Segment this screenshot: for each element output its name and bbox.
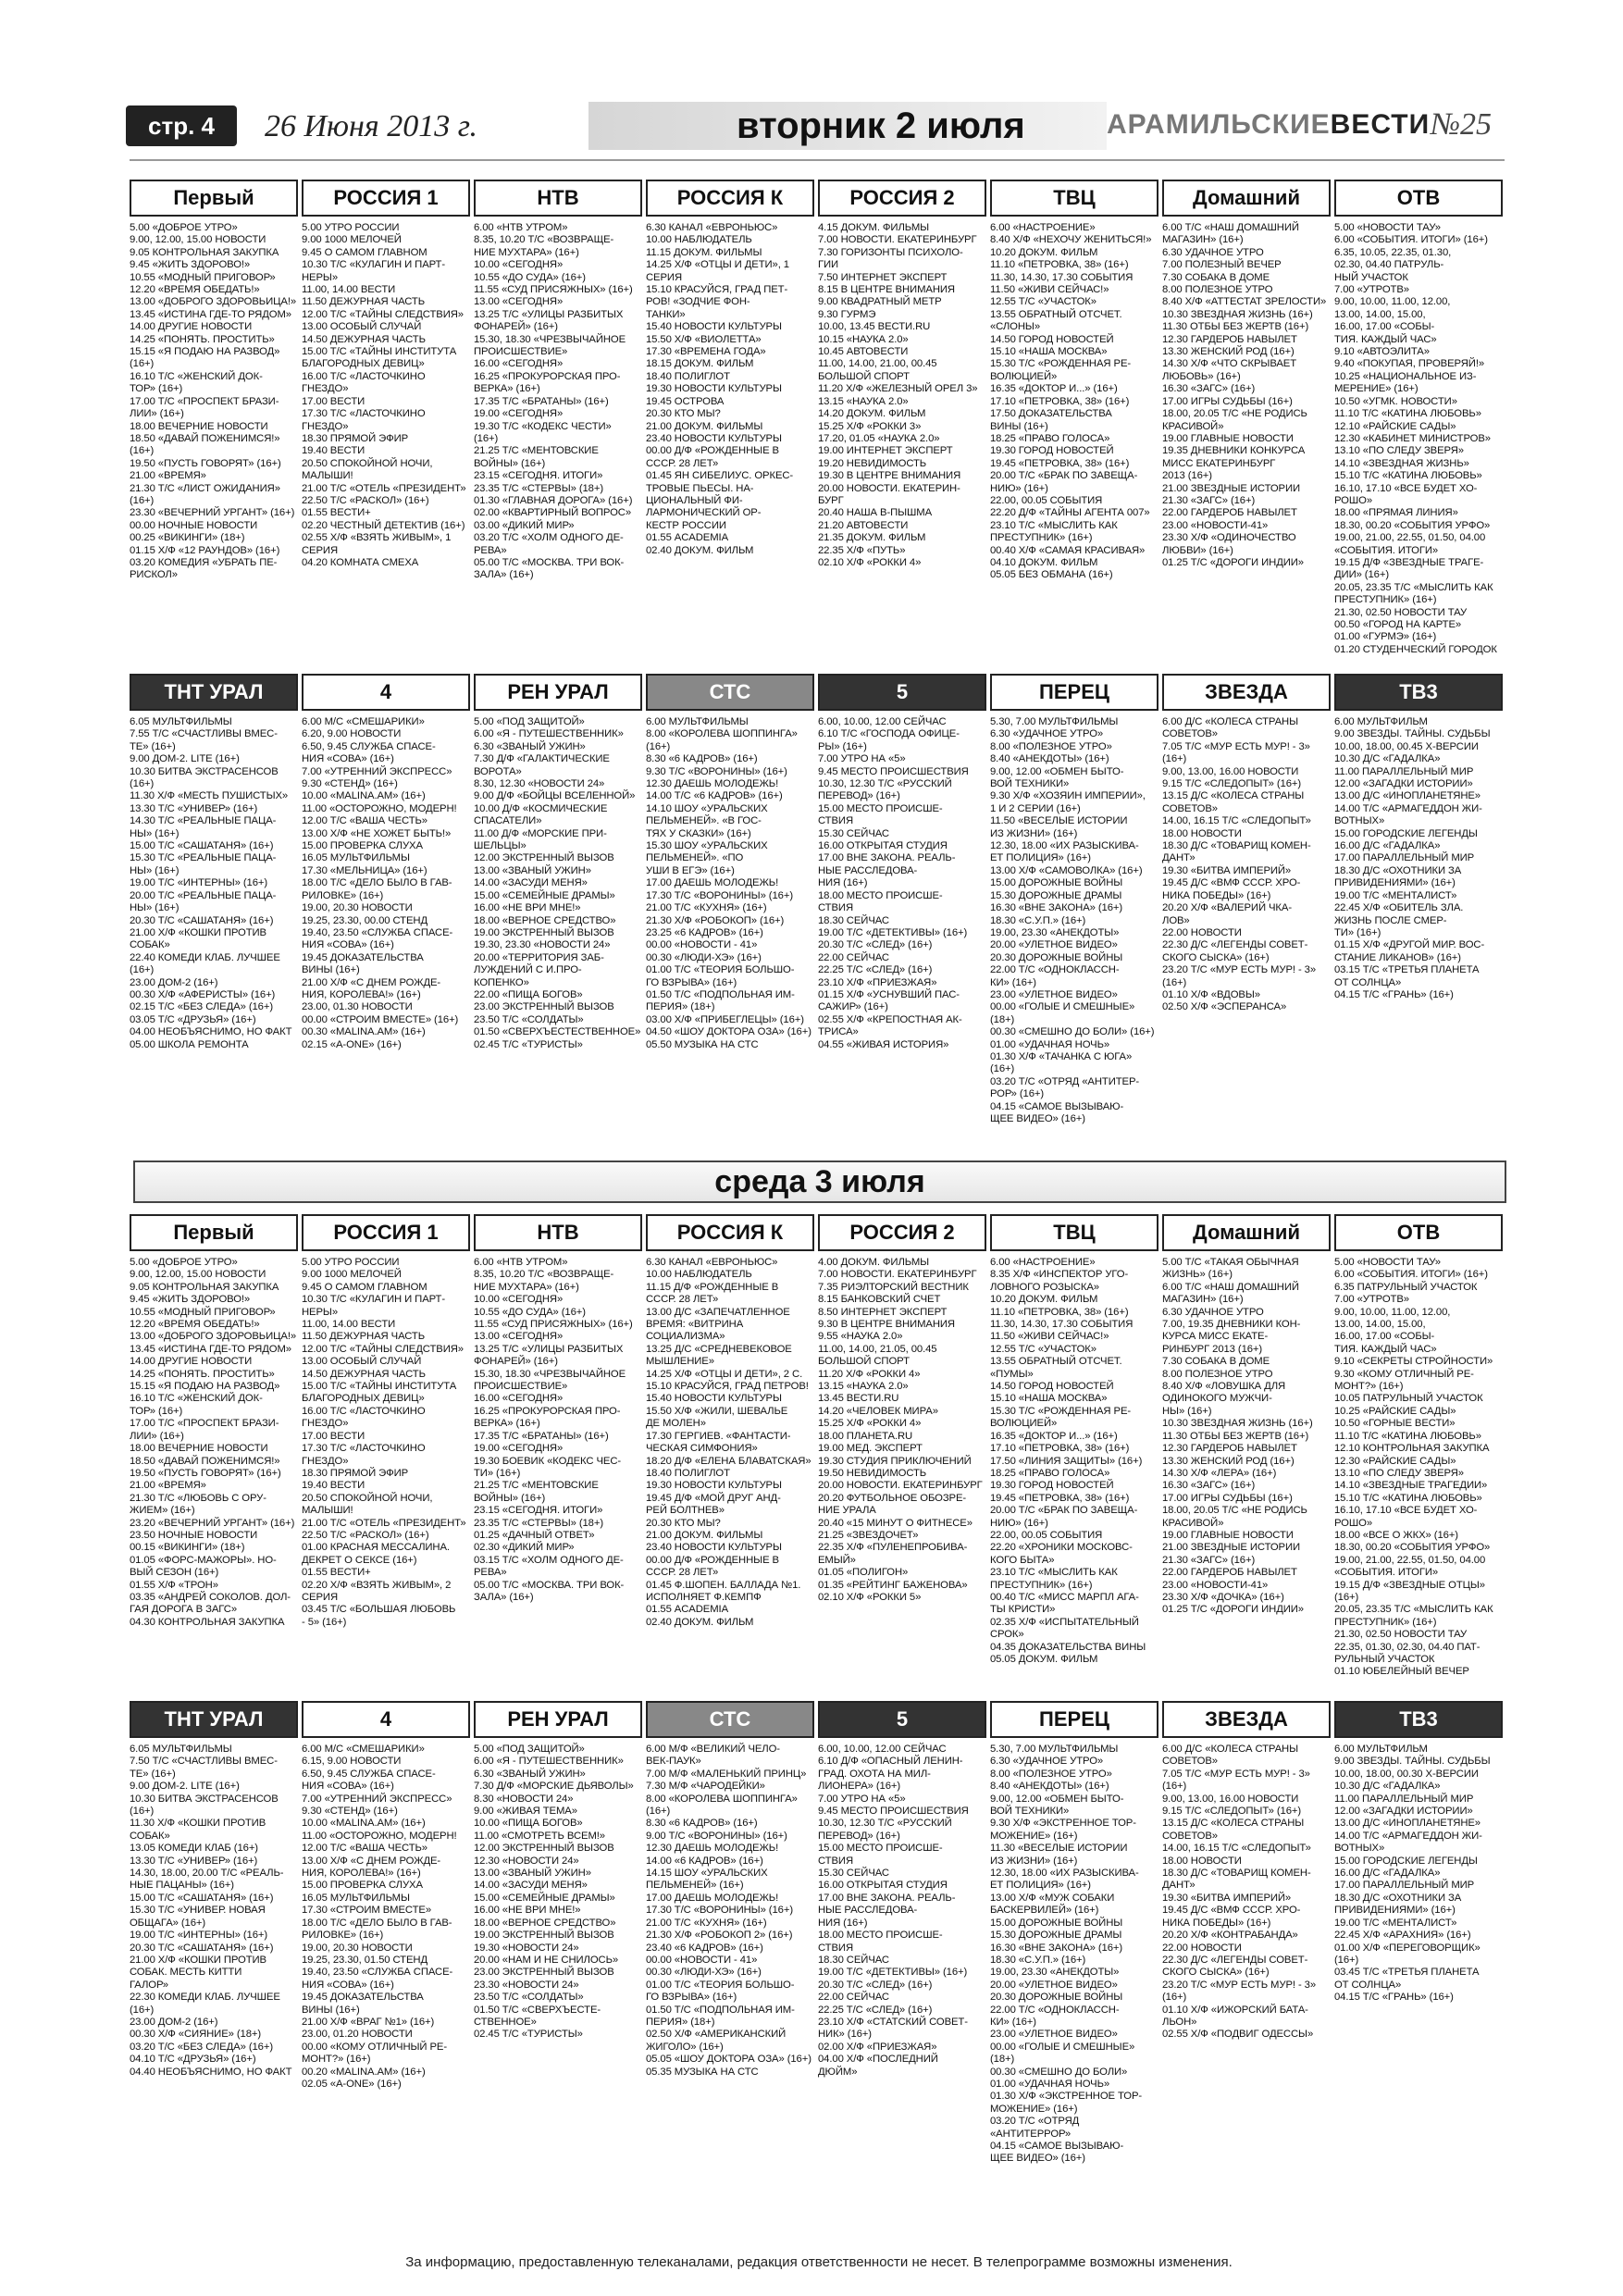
channel-logo: Первый: [130, 180, 298, 217]
channel-column: [646, 1701, 814, 2079]
channel-program-list: 5.00 «НОВОСТИ ТАУ» 6.00 «СОБЫТИЯ. ИТОГИ» (16+) 6.35 ПАТРУЛЬНЫЙ УЧАСТОК 7.00 «УТРОТВ» 9.00, 10.00, 11.00, 12.00, 13.00, 14.00, 15.00, 16.00, 17.00 «СОБЫ- ТИЯ. КАЖДЫЙ ЧАС» 9.10 «СЕКРЕТЫ СТРОЙНОСТИ» 9.30 «КОМУ ОТЛИЧНЫЙ РЕ- МОНТ?» (16+) 10.05 ПАТРУЛЬНЫЙ УЧАСТОК 10.25 «РАЙСКИЕ САДЫ» 10.50 «ГОРНЫЕ ВЕСТИ» 11.10 Т/С «КАТИНА ЛЮБОВЬ» 12.10 КОНТРОЛЬНАЯ ЗАКУПКА 12.30 «РАЙСКИЕ САДЫ» 13.10 «ПО СЛЕДУ ЗВЕРЯ» 14.10 «ЗВЕЗДНЫЕ ТРАГЕДИИ» 15.10 Т/С «КАТИНА ЛЮБОВЬ» 16.10, 17.10 «ВСЕ БУДЕТ ХО- РОШО» 18.00 «ВСЕ О ЖКХ» (16+) 18.30, 00.20 «СОБЫТИЯ УРФО» 19.00, 21.00, 22.55, 01.50, 04.00 «СОБЫТИЯ. ИТОГИ» 19.15 Д/Ф «ЗВЕЗДНЫЕ ОТЦЫ» (16+) 20.05, 23.35 Т/С «МЫСЛИТЬ КАК ПРЕСТУПНИК» (16+) 21.30, 02.50 НОВОСТИ ТАУ 22.35, 01.30, 02.30, 04.40 ПАТ- РУЛЬНЫЙ УЧАСТОК 01.10 ЮБЕЛЕЙНЫЙ ВЕЧЕР: [1334, 1257, 1493, 1678]
channel-logo: ТВЦ: [990, 1214, 1158, 1251]
channel-program-list: 5.00 УТРО РОССИИ 9.00 1000 МЕЛОЧЕЙ 9.45 О САМОМ ГЛАВНОМ 10.30 Т/С «КУЛАГИН И ПАРТ- НЕРЫ» 11.00, 14.00 ВЕСТИ 11.50 ДЕЖУРНАЯ ЧАСТЬ 12.00 Т/С «ТАЙНЫ СЛЕДСТВИЯ» 13.00 ОСОБЫЙ СЛУЧАЙ 14.50 ДЕЖУРНАЯ ЧАСТЬ 15.00 Т/С «ТАЙНЫ ИНСТИТУТА БЛАГОРОДНЫХ ДЕВИЦ» 16.00 Т/С «ЛАСТОЧКИНО ГНЕЗДО» 17.00 ВЕСТИ 17.30 Т/С «ЛАСТОЧКИНО ГНЕЗДО» 18.30 ПРЯМОЙ ЭФИР 19.40 ВЕСТИ 20.50 СПОКОЙНОЙ НОЧИ, МАЛЫШИ! 21.00 Т/С «ОТЕЛЬ «ПРЕЗИДЕНТ» 22.50 Т/С «РАСКОЛ» (16+) 01.55 ВЕСТИ+ 02.20 ЧЕСТНЫЙ ДЕТЕКТИВ (16+) 02.55 Х/Ф «ВЗЯТЬ ЖИВЫМ», 1 СЕРИЯ 04.20 КОМНАТА СМЕХА: [302, 222, 466, 568]
channel-logo: ТВЦ: [990, 180, 1158, 217]
channel-column: [474, 674, 642, 1051]
newspaper-brand: [1107, 109, 1430, 141]
channel-program-list: 6.00 Т/С «НАШ ДОМАШНИЙ МАГАЗИН» (16+) 6.30 УДАЧНОЕ УТРО 7.00 ПОЛЕЗНЫЙ ВЕЧЕР 7.30 СОБАКА В ДОМЕ 8.00 ПОЛЕЗНОЕ УТРО 8.40 Х/Ф «АТТЕСТАТ ЗРЕЛОСТИ» 10.30 ЗВЕЗДНАЯ ЖИЗНЬ (16+) 11.30 ОТБЫ БЕЗ ЖЕРТВ (16+) 12.30 ГАРДЕРОБ НАВЫЛЕТ 13.30 ЖЕНСКИЙ РОД (16+) 14.30 Х/Ф «ЧТО СКРЫВАЕТ ЛЮБОВЬ» (16+) 16.30 «ЗАГС» (16+) 17.00 ИГРЫ СУДЬБЫ (16+) 18.00, 20.05 Т/С «НЕ РОДИСЬ КРАСИВОЙ» 19.00 ГЛАВНЫЕ НОВОСТИ 19.35 ДНЕВНИКИ КОНКУРСА МИСС ЕКАТЕРИНБУРГ 2013 (16+) 21.00 ЗВЕЗДНЫЕ ИСТОРИИ 21.30 «ЗАГС» (16+) 22.00 ГАРДЕРОБ НАВЫЛЕТ 23.00 «НОВОСТИ-41» 23.30 Х/Ф «ОДИНОЧЕСТВО ЛЮБВИ» (16+) 01.25 Т/С «ДОРОГИ ИНДИИ»: [1162, 222, 1327, 568]
channel-column: [130, 1214, 298, 1629]
brand-bold: ВЕСТИ: [1330, 109, 1431, 140]
channel-column: [990, 1214, 1158, 1666]
channel-logo: РЕН УРАЛ: [474, 1701, 642, 1738]
channel-logo: НТВ: [474, 1214, 642, 1251]
channel-column: [1162, 1701, 1331, 2042]
issue-date: 26 Июня 2013 г.: [265, 109, 478, 143]
channel-logo: Домашний: [1162, 1214, 1331, 1251]
channel-logo: Домашний: [1162, 180, 1331, 217]
channel-logo: РОССИЯ К: [646, 1214, 814, 1251]
channel-program-list: 6.00 «НТВ УТРОМ» 8.35, 10.20 Т/С «ВОЗВРАЩЕ- НИЕ МУХТАРА» (16+) 10.00 «СЕГОДНЯ» 10.55 «ДО СУДА» (16+) 11.55 «СУД ПРИСЯЖНЫХ» (16+) 13.00 «СЕГОДНЯ» 13.25 Т/С «УЛИЦЫ РАЗБИТЫХ ФОНАРЕЙ» (16+) 15.30, 18.30 «ЧРЕЗВЫЧАЙНОЕ ПРОИСШЕСТВИЕ» 16.00 «СЕГОДНЯ» 16.25 «ПРОКУРОРСКАЯ ПРО- ВЕРКА» (16+) 17.35 Т/С «БРАТАНЫ» (16+) 19.00 «СЕГОДНЯ» 19.30 БОЕВИК «КОДЕКС ЧЕС- ТИ» (16+) 21.25 Т/С «МЕНТОВСКИЕ ВОЙНЫ» (16+) 23.15 «СЕГОДНЯ. ИТОГИ» 23.35 Т/С «СТЕРВЫ» (18+) 01.25 «ДАЧНЫЙ ОТВЕТ» 02.30 «ДИКИЙ МИР» 03.15 Т/С «ХОЛМ ОДНОГО ДЕ- РЕВА» 05.00 Т/С «МОСКВА. ТРИ ВОК- ЗАЛА» (16+): [474, 1257, 633, 1603]
channel-column: [1162, 674, 1331, 1014]
channel-column: [130, 1701, 298, 2079]
channel-logo: 4: [302, 674, 470, 711]
channel-program-list: 5.00 УТРО РОССИИ 9.00 1000 МЕЛОЧЕЙ 9.45 О САМОМ ГЛАВНОМ 10.30 Т/С «КУЛАГИН И ПАРТ- НЕРЫ» 11.00, 14.00 ВЕСТИ 11.50 ДЕЖУРНАЯ ЧАСТЬ 12.00 Т/С «ТАЙНЫ СЛЕДСТВИЯ» 13.00 ОСОБЫЙ СЛУЧАЙ 14.50 ДЕЖУРНАЯ ЧАСТЬ 15.00 Т/С «ТАЙНЫ ИНСТИТУТА БЛАГОРОДНЫХ ДЕВИЦ» 16.00 Т/С «ЛАСТОЧКИНО ГНЕЗДО» 17.00 ВЕСТИ 17.30 Т/С «ЛАСТОЧКИНО ГНЕЗДО» 18.30 ПРЯМОЙ ЭФИР 19.40 ВЕСТИ 20.50 СПОКОЙНОЙ НОЧИ, МАЛЫШИ! 21.00 Т/С «ОТЕЛЬ «ПРЕЗИДЕНТ» 22.50 Т/С «РАСКОЛ» (16+) 01.00 КРАСНАЯ МЕССАЛИНА. ДЕКРЕТ О СЕКСЕ (16+) 01.55 ВЕСТИ+ 02.20 Х/Ф «ВЗЯТЬ ЖИВЫМ», 2 СЕРИЯ 03.45 Т/С «БОЛЬШАЯ ЛЮБОВЬ - 5» (16+): [302, 1257, 466, 1628]
channel-program-list: 6.00 Д/С «КОЛЕСА СТРАНЫ СОВЕТОВ» 7.05 Т/С «МУР ЕСТЬ МУР! - 3» (16+) 9.00, 13.00, 16.00 НОВОСТИ 9.15 Т/С «СЛЕДОПЫТ» (16+) 13.15 Д/С «КОЛЕСА СТРАНЫ СОВЕТОВ» 14.00, 16.15 Т/С «СЛЕДОПЫТ» 18.00 НОВОСТИ 18.30 Д/С «ТОВАРИЩ КОМЕН- ДАНТ» 19.30 «БИТВА ИМПЕРИЙ» 19.45 Д/С «ВМФ СССР. ХРО- НИКА ПОБЕДЫ» (16+) 20.20 Х/Ф «КОНТРАБАНДА» 22.00 НОВОСТИ 22.30 Д/С «ЛЕГЕНДЫ СОВЕТ- СКОГО СЫСКА» (16+) 23.20 Т/С «МУР ЕСТЬ МУР! - 3» (16+) 01.10 Х/Ф «ИЖОРСКИЙ БАТА- ЛЬОН» 02.55 Х/Ф «ПОДВИГ ОДЕССЫ»: [1162, 1744, 1317, 2041]
channel-column: [818, 1214, 986, 1604]
channel-program-list: 6.00 МУЛЬТФИЛЬМЫ 8.00 «КОРОЛЕВА ШОППИНГА» (16+) 8.30 «6 КАДРОВ» (16+) 9.30 Т/С «ВОРОНИНЫ» (16+) 12.30 ДАЕШЬ МОЛОДЕЖЬ! 14.00 Т/С «6 КАДРОВ» (16+) 14.10 ШОУ «УРАЛЬСКИХ ПЕЛЬМЕНЕЙ». «В ГОС- ТЯХ У СКАЗКИ» (16+) 15.30 ШОУ «УРАЛЬСКИХ ПЕЛЬМЕНЕЙ». «ПО УШИ В ЕГЭ» (16+) 17.00 ДАЕШЬ МОЛОДЕЖЬ! 17.30 Т/С «ВОРОНИНЫ» (16+) 21.00 Т/С «КУХНЯ» (16+) 21.30 Х/Ф «РОБОКОП» (16+) 23.25 «6 КАДРОВ» (16+) 00.00 «НОВОСТИ - 41» 00.30 «ЛЮДИ-ХЭ» (16+) 01.00 Т/С «ТЕОРИЯ БОЛЬШО- ГО ВЗРЫВА» (16+) 01.50 Т/С «ПОДПОЛЬНАЯ ИМ- ПЕРИЯ» (18+) 03.00 Х/Ф «ПРИБЕГЛЕЦЫ» (16+) 04.50 «ШОУ ДОКТОРА ОЗА» (16+) 05.50 МУЗЫКА НА СТС: [646, 716, 812, 1050]
channel-logo: ЗВЕЗДА: [1162, 674, 1331, 711]
channel-column: [818, 180, 986, 569]
channel-program-list: 6.00 МУЛЬТФИЛЬМ 9.00 ЗВЕЗДЫ. ТАЙНЫ. СУДЬБЫ 10.00, 18.00, 00.30 Х-ВЕРСИИ 10.30 Д/С «ГАДАЛКА» 11.00 ПАРАЛЛЕЛЬНЫЙ МИР 12.00 «ЗАГАДКИ ИСТОРИИ» 13.00 Д/С «ИНОПЛАНЕТЯНЕ» 14.00 Т/С «АРМАГЕДДОН ЖИ- ВОТНЫХ» 15.00 ГОРОДСКИЕ ЛЕГЕНДЫ 16.00 Д/С «ГАДАЛКА» 17.00 ПАРАЛЛЕЛЬНЫЙ МИР 18.30 Д/С «ОХОТНИКИ ЗА ПРИВИДЕНИЯМИ» (16+) 19.00 Т/С «МЕНТАЛИСТ» 22.45 Х/Ф «АРАХНИЯ» (16+) 01.00 Х/Ф «ПЕРЕГОВОРЩИК» (16+) 03.45 Т/С «ТРЕТЬЯ ПЛАНЕТА ОТ СОЛНЦА» 04.15 Т/С «ГРАНЬ» (16+): [1334, 1744, 1491, 2004]
channel-logo: ТВ3: [1334, 674, 1503, 711]
channel-column: [646, 1214, 814, 1629]
channel-column: [130, 180, 298, 582]
channel-logo: РОССИЯ 1: [302, 180, 470, 217]
page-header: [126, 100, 1505, 154]
channel-column: [990, 674, 1158, 1125]
channel-logo: 4: [302, 1701, 470, 1738]
channel-logo: ПЕРЕЦ: [990, 674, 1158, 711]
channel-program-list: 6.00 «НТВ УТРОМ» 8.35, 10.20 Т/С «ВОЗВРАЩЕ- НИЕ МУХТАРА» (16+) 10.00 «СЕГОДНЯ» 10.55 «ДО СУДА» (16+) 11.55 «СУД ПРИСЯЖНЫХ» (16+) 13.00 «СЕГОДНЯ» 13.25 Т/С «УЛИЦЫ РАЗБИТЫХ ФОНАРЕЙ» (16+) 15.30, 18.30 «ЧРЕЗВЫЧАЙНОЕ ПРОИСШЕСТВИЕ» 16.00 «СЕГОДНЯ» 16.25 «ПРОКУРОРСКАЯ ПРО- ВЕРКА» (16+) 17.35 Т/С «БРАТАНЫ» (16+) 19.00 «СЕГОДНЯ» 19.30 Т/С «КОДЕКС ЧЕСТИ» (16+) 21.25 Т/С «МЕНТОВСКИЕ ВОЙНЫ» (16+) 23.15 «СЕГОДНЯ. ИТОГИ» 23.35 Т/С «СТЕРВЫ» (18+) 01.30 «ГЛАВНАЯ ДОРОГА» (16+) 02.00 «КВАРТИРНЫЙ ВОПРОС» 03.00 «ДИКИЙ МИР» 03.20 Т/С «ХОЛМ ОДНОГО ДЕ- РЕВА» 05.00 Т/С «МОСКВА. ТРИ ВОК- ЗАЛА» (16+): [474, 222, 633, 581]
channel-program-list: 5.30, 7.00 МУЛЬТФИЛЬМЫ 6.30 «УДАЧНОЕ УТРО» 8.00 «ПОЛЕЗНОЕ УТРО» 8.40 «АНЕКДОТЫ» (16+) 9.00, 12.00 «ОБМЕН БЫТО- ВОЙ ТЕХНИКИ» 9.30 Х/Ф «ЭКСТРЕННОЕ ТОР- МОЖЕНИЕ» (16+) 11.30 «ВЕСЕЛЫЕ ИСТОРИИ ИЗ ЖИЗНИ» (16+) 12.30, 18.00 «ИХ РАЗЫСКИВА- ЕТ ПОЛИЦИЯ» (16+) 13.00 Х/Ф «МУЖ СОБАКИ БАСКЕРВИЛЕЙ» (16+) 15.00 ДОРОЖНЫЕ ВОЙНЫ 15.30 ДОРОЖНЫЕ ДРАМЫ 16.30 «ВНЕ ЗАКОНА» (16+) 18.30 «С.У.П.» (16+) 19.00, 23.30 «АНЕКДОТЫ» 20.00 «УЛЕТНОЕ ВИДЕО» 20.30 ДОРОЖНЫЕ ВОЙНЫ 22.00 Т/С «ОДНОКЛАССН- КИ» (16+) 23.00 «УЛЕТНОЕ ВИДЕО» 00.00 «ГОЛЫЕ И СМЕШНЫЕ» (18+) 00.30 «СМЕШНО ДО БОЛИ» 01.00 «УДАЧНАЯ НОЧЬ» 01.30 Х/Ф «ЭКСТРЕННОЕ ТОР- МОЖЕНИЕ» (16+) 03.20 Т/С «ОТРЯД «АНТИТЕРРОР» 04.15 «САМОЕ ВЫЗЫВАЮ- ЩЕЕ ВИДЕО» (16+): [990, 1744, 1143, 2165]
channel-column: [302, 180, 470, 569]
channel-program-list: 4.15 ДОКУМ. ФИЛЬМЫ 7.00 НОВОСТИ. ЕКАТЕРИНБУРГ 7.30 ГОРИЗОНТЫ ПСИХОЛО- ГИИ 7.50 ИНТЕРНЕТ ЭКСПЕРТ 8.15 В ЦЕНТРЕ ВНИМАНИЯ 9.00 КВАДРАТНЫЙ МЕТР 9.30 ГУРМЭ 10.00, 13.45 ВЕСТИ.RU 10.15 «НАУКА 2.0» 10.45 АВТОВЕСТИ 11.00, 14.00, 21.00, 00.45 БОЛЬШОЙ СПОРТ 11.20 Х/Ф «ЖЕЛЕЗНЫЙ ОРЕЛ 3» 13.15 «НАУКА 2.0» 14.20 ДОКУМ. ФИЛЬМ 15.25 Х/Ф «РОККИ 3» 17.20, 01.05 «НАУКА 2.0» 19.00 ИНТЕРНЕТ ЭКСПЕРТ 19.20 НЕВИДИМОСТЬ 19.30 В ЦЕНТРЕ ВНИМАНИЯ 20.00 НОВОСТИ. ЕКАТЕРИН- БУРГ 20.40 НАША В-ПЫШМА 21.20 АВТОВЕСТИ 21.35 ДОКУМ. ФИЛЬМ 22.35 Х/Ф «ПУТЬ» 02.10 Х/Ф «РОККИ 4»: [818, 222, 978, 568]
channel-program-list: 6.00 «НАСТРОЕНИЕ» 8.35 Х/Ф «ИНСПЕКТОР УГО- ЛОВНОГО РОЗЫСКА» 10.20 ДОКУМ. ФИЛЬМ 11.10 «ПЕТРОВКА, 38» (16+) 11.30, 14.30, 17.30 СОБЫТИЯ 11.50 «ЖИВИ СЕЙЧАС!» 12.55 Т/С «УЧАСТОК» 13.55 ОБРАТНЫЙ ОТСЧЕТ. «ПУМЫ» 14.50 ГОРОД НОВОСТЕЙ 15.10 «НАША МОСКВА» 15.30 Т/С «РОЖДЕННАЯ РЕ- ВОЛЮЦИЕЙ» 16.35 «ДОКТОР И...» (16+) 17.10 «ПЕТРОВКА, 38» (16+) 17.50 «ЛИНИЯ ЗАЩИТЫ» (16+) 18.25 «ПРАВО ГОЛОСА» 19.30 ГОРОД НОВОСТЕЙ 19.45 «ПЕТРОВКА, 38» (16+) 20.00 Т/С «БРАК ПО ЗАВЕЩА- НИЮ» (16+) 22.00, 00.05 СОБЫТИЯ 22.20 «ХРОНИКИ МОСКОВС- КОГО БЫТА» 23.10 Т/С «МЫСЛИТЬ КАК ПРЕСТУПНИК» (16+) 00.40 Т/С «МИСС МАРПЛ АГА- ТЫ КРИСТИ» 02.35 Х/Ф «ИСПЫТАТЕЛЬНЫЙ СРОК» 04.35 ДОКАЗАТЕЛЬСТВА ВИНЫ 05.05 ДОКУМ. ФИЛЬМ: [990, 1257, 1146, 1665]
channel-logo: ОТВ: [1334, 1214, 1503, 1251]
channel-logo: ЗВЕЗДА: [1162, 1701, 1331, 1738]
channel-logo: РОССИЯ К: [646, 180, 814, 217]
channel-program-list: 6.30 КАНАЛ «ЕВРОНЬЮС» 10.00 НАБЛЮДАТЕЛЬ 11.15 ДОКУМ. ФИЛЬМЫ 14.25 Х/Ф «ОТЦЫ И ДЕТИ», 1 СЕРИЯ 15.10 КРАСУЙСЯ, ГРАД ПЕТ- РОВ! «ЗОДЧИЕ ФОН- ТАНКИ» 15.40 НОВОСТИ КУЛЬТУРЫ 15.50 Х/Ф «ВИОЛЕТТА» 17.30 «ВРЕМЕНА ГОДА» 18.15 ДОКУМ. ФИЛЬМ 18.40 ПОЛИГЛОТ 19.30 НОВОСТИ КУЛЬТУРЫ 19.45 ОСТРОВА 20.30 КТО МЫ? 21.00 ДОКУМ. ФИЛЬМЫ 23.40 НОВОСТИ КУЛЬТУРЫ 00.00 Д/Ф «РОЖДЕННЫЕ В СССР. 28 ЛЕТ» 01.45 ЯН СИБЕЛИУС. ОРКЕС- ТРОВЫЕ ПЬЕСЫ. НА- ЦИОНАЛЬНЫЙ ФИ- ЛАРМОНИЧЕСКИЙ ОР- КЕСТР РОССИИ 01.55 ACADEMIA 02.40 ДОКУМ. ФИЛЬМ: [646, 222, 794, 556]
channel-program-list: 6.00, 10.00, 12.00 СЕЙЧАС 6.10 Д/Ф «ОПАСНЫЙ ЛЕНИН- ГРАД. ОХОТА НА МИЛ- ЛИОНЕРА» (16+) 7.00 УТРО НА «5» 9.45 МЕСТО ПРОИСШЕСТВИЯ 10.30, 12.30 Т/С «РУССКИЙ ПЕРЕВОД» (16+) 15.00 МЕСТО ПРОИСШЕ- СТВИЯ 15.30 СЕЙЧАС 16.00 ОТКРЫТАЯ СТУДИЯ 17.00 ВНЕ ЗАКОНА. РЕАЛЬ- НЫЕ РАССЛЕДОВА- НИЯ (16+) 18.00 МЕСТО ПРОИСШЕ- СТВИЯ 18.30 СЕЙЧАС 19.00 Т/С «ДЕТЕКТИВЫ» (16+) 20.30 Т/С «СЛЕД» (16+) 22.00 СЕЙЧАС 22.25 Т/С «СЛЕД» (16+) 23.10 Х/Ф «СТАТСКИЙ СОВЕТ- НИК» (16+) 02.00 Х/Ф «ПРИЕЗЖАЯ» 04.00 Х/Ф «ПОСЛЕДНИЙ ДЮЙМ»: [818, 1744, 969, 2078]
channel-program-list: 6.00 МУЛЬТФИЛЬМ 9.00 ЗВЕЗДЫ. ТАЙНЫ. СУДЬБЫ 10.00, 18.00, 00.45 Х-ВЕРСИИ 10.30 Д/С «ГАДАЛКА» 11.00 ПАРАЛЛЕЛЬНЫЙ МИР 12.00 «ЗАГАДКИ ИСТОРИИ» 13.00 Д/С «ИНОПЛАНЕТЯНЕ» 14.00 Т/С «АРМАГЕДДОН ЖИ- ВОТНЫХ» 15.00 ГОРОДСКИЕ ЛЕГЕНДЫ 16.00 Д/С «ГАДАЛКА» 17.00 ПАРАЛЛЕЛЬНЫЙ МИР 18.30 Д/С «ОХОТНИКИ ЗА ПРИВИДЕНИЯМИ» (16+) 19.00 Т/С «МЕНТАЛИСТ» 22.45 Х/Ф «ОБИТЕЛЬ ЗЛА. ЖИЗНЬ ПОСЛЕ СМЕР- ТИ» (16+) 01.15 Х/Ф «ДРУГОЙ МИР. ВОС- СТАНИЕ ЛИКАНОВ» (16+) 03.15 Т/С «ТРЕТЬЯ ПЛАНЕТА ОТ СОЛНЦА» 04.15 Т/С «ГРАНЬ» (16+): [1334, 716, 1491, 1000]
channel-column: [818, 1701, 986, 2079]
channel-logo: 5: [818, 674, 986, 711]
page-number: стр. 4: [126, 105, 237, 146]
channel-program-list: 6.00, 10.00, 12.00 СЕЙЧАС 6.10 Т/С «ГОСПОДА ОФИЦЕ- РЫ» (16+) 7.00 УТРО НА «5» 9.45 МЕСТО ПРОИСШЕСТВИЯ 10.30, 12.30 Т/С «РУССКИЙ ПЕРЕВОД» (16+) 15.00 МЕСТО ПРОИСШЕ- СТВИЯ 15.30 СЕЙЧАС 16.00 ОТКРЫТАЯ СТУДИЯ 17.00 ВНЕ ЗАКОНА. РЕАЛЬ- НЫЕ РАССЛЕДОВА- НИЯ (16+) 18.00 МЕСТО ПРОИСШЕ- СТВИЯ 18.30 СЕЙЧАС 19.00 Т/С «ДЕТЕКТИВЫ» (16+) 20.30 Т/С «СЛЕД» (16+) 22.00 СЕЙЧАС 22.25 Т/С «СЛЕД» (16+) 23.10 Х/Ф «ПРИЕЗЖАЯ» 01.15 Х/Ф «УСНУВШИЙ ПАС- САЖИР» (16+) 02.55 Х/Ф «КРЕПОСТНАЯ АК- ТРИСА» 04.55 «ЖИВАЯ ИСТОРИЯ»: [818, 716, 969, 1050]
channel-program-list: 5.00 «ДОБРОЕ УТРО» 9.00, 12.00, 15.00 НОВОСТИ 9.05 КОНТРОЛЬНАЯ ЗАКУПКА 9.45 «ЖИТЬ ЗДОРОВО!» 10.55 «МОДНЫЙ ПРИГОВОР» 12.20 «ВРЕМЯ ОБЕДАТЬ!» 13.00 «ДОБРОГО ЗДОРОВЬИЦА!» 13.45 «ИСТИНА ГДЕ-ТО РЯДОМ» 14.00 ДРУГИЕ НОВОСТИ 14.25 «ПОНЯТЬ. ПРОСТИТЬ» 15.15 «Я ПОДАЮ НА РАЗВОД» 16.10 Т/С «ЖЕНСКИЙ ДОК- ТОР» (16+) 17.00 Т/С «ПРОСПЕКТ БРАЗИ- ЛИИ» (16+) 18.00 ВЕЧЕРНИЕ НОВОСТИ 18.50 «ДАВАЙ ПОЖЕНИМСЯ!» 19.50 «ПУСТЬ ГОВОРЯТ» (16+) 21.00 «ВРЕМЯ» 21.30 Т/С «ЛЮБОВЬ С ОРУ- ЖИЕМ» (16+) 23.20 «ВЕЧЕРНИЙ УРГАНТ» (16+) 23.50 НОЧНЫЕ НОВОСТИ 00.15 «ВИКИНГИ» (18+) 01.05 «ФОРС-МАЖОРЫ». НО- ВЫЙ СЕЗОН (16+) 01.55 Х/Ф «ТРОН» 03.35 «АНДРЕЙ СОКОЛОВ. ДОЛ- ГАЯ ДОРОГА В ЗАГС» 04.30 КОНТРОЛЬНАЯ ЗАКУПКА: [130, 1257, 297, 1628]
channel-logo: СТС: [646, 674, 814, 711]
channel-column: [1162, 1214, 1331, 1617]
channel-program-list: 5.30, 7.00 МУЛЬТФИЛЬМЫ 6.30 «УДАЧНОЕ УТРО» 8.00 «ПОЛЕЗНОЕ УТРО» 8.40 «АНЕКДОТЫ» (16+) 9.00, 12.00 «ОБМЕН БЫТО- ВОЙ ТЕХНИКИ» 9.30 Х/Ф «ХОЗЯИН ИМПЕРИИ», 1 И 2 СЕРИИ (16+) 11.50 «ВЕСЕЛЫЕ ИСТОРИИ ИЗ ЖИЗНИ» (16+) 12.30, 18.00 «ИХ РАЗЫСКИВА- ЕТ ПОЛИЦИЯ» (16+) 13.00 Х/Ф «САМОВОЛКА» (16+) 15.00 ДОРОЖНЫЕ ВОЙНЫ 15.30 ДОРОЖНЫЕ ДРАМЫ 16.30 «ВНЕ ЗАКОНА» (16+) 18.30 «С.У.П.» (16+) 19.00, 23.30 «АНЕКДОТЫ» 20.00 «УЛЕТНОЕ ВИДЕО» 20.30 ДОРОЖНЫЕ ВОЙНЫ 22.00 Т/С «ОДНОКЛАССН- КИ» (16+) 23.00 «УЛЕТНОЕ ВИДЕО» 00.00 «ГОЛЫЕ И СМЕШНЫЕ» (18+) 00.30 «СМЕШНО ДО БОЛИ» (16+) 01.00 «УДАЧНАЯ НОЧЬ» 01.30 Х/Ф «ТАЧАНКА С ЮГА» (16+) 03.20 Т/С «ОТРЯД «АНТИТЕР- РОР» (16+) 04.15 «САМОЕ ВЫЗЫВАЮ- ЩЕЕ ВИДЕО» (16+): [990, 716, 1155, 1124]
channel-column: [990, 1701, 1158, 2166]
channel-logo: СТС: [646, 1701, 814, 1738]
header-rule: [130, 159, 1505, 161]
channel-column: [130, 674, 298, 1051]
channel-logo: 5: [818, 1701, 986, 1738]
channel-program-list: 6.00 «НАСТРОЕНИЕ» 8.40 Х/Ф «НЕХОЧУ ЖЕНИТЬСЯ!» 10.20 ДОКУМ. ФИЛЬМ 11.10 «ПЕТРОВКА, 38» (16+) 11.30, 14.30, 17.30 СОБЫТИЯ 11.50 «ЖИВИ СЕЙЧАС!» 12.55 Т/С «УЧАСТОК» 13.55 ОБРАТНЫЙ ОТСЧЕТ. «СЛОНЫ» 14.50 ГОРОД НОВОСТЕЙ 15.10 «НАША МОСКВА» 15.30 Т/С «РОЖДЕННАЯ РЕ- ВОЛЮЦИЕЙ» 16.35 «ДОКТОР И...» (16+) 17.10 «ПЕТРОВКА, 38» (16+) 17.50 ДОКАЗАТЕЛЬСТВА ВИНЫ (16+) 18.25 «ПРАВО ГОЛОСА» 19.30 ГОРОД НОВОСТЕЙ 19.45 «ПЕТРОВКА, 38» (16+) 20.00 Т/С «БРАК ПО ЗАВЕЩА- НИЮ» (16+) 22.00, 00.05 СОБЫТИЯ 22.20 Д/Ф «ТАЙНЫ АГЕНТА 007» 23.10 Т/С «МЫСЛИТЬ КАК ПРЕСТУПНИК» (16+) 00.40 Х/Ф «САМАЯ КРАСИВАЯ» 04.10 ДОКУМ. ФИЛЬМ 05.05 БЕЗ ОБМАНА (16+): [990, 222, 1152, 581]
channel-logo: ПЕРЕЦ: [990, 1701, 1158, 1738]
channel-column: [818, 674, 986, 1051]
channel-program-list: 4.00 ДОКУМ. ФИЛЬМЫ 7.00 НОВОСТИ. ЕКАТЕРИНБУРГ 7.35 РИЭЛТОРСКИЙ ВЕСТНИК 8.15 БАНКОВСКИЙ СЧЕТ 8.50 ИНТЕРНЕТ ЭКСПЕРТ 9.30 В ЦЕНТРЕ ВНИМАНИЯ 9.55 «НАУКА 2.0» 11.00, 14.00, 21.05, 00.45 БОЛЬШОЙ СПОРТ 11.20 Х/Ф «РОККИ 4» 13.15 «НАУКА 2.0» 13.45 ВЕСТИ.RU 14.20 «ЧЕЛОВЕК МИРА» 15.25 Х/Ф «РОККИ 4» 18.00 ПЛАНЕТА.RU 19.00 МЕД. ЭКСПЕРТ 19.30 СТУДИЯ ПРИКЛЮЧЕНИЙ 19.50 НЕВИДИМОСТЬ 20.00 НОВОСТИ. ЕКАТЕРИНБУРГ 20.20 ФУТБОЛЬНОЕ ОБОЗРЕ- НИЕ УРАЛА 20.40 «15 МИНУТ О ФИТНЕСЕ» 21.25 «ЗВЕЗДОЧЕТ» 22.35 Х/Ф «ПУЛЕНЕПРОБИВА- ЕМЫЙ» 01.05 «ПОЛИГОН» 01.35 «РЕЙТИНГ БАЖЕНОВА» 02.10 Х/Ф «РОККИ 5»: [818, 1257, 983, 1603]
channel-program-list: 5.00 Т/С «ТАКАЯ ОБЫЧНАЯ ЖИЗНЬ» (16+) 6.00 Т/С «НАШ ДОМАШНИЙ МАГАЗИН» (16+) 6.30 УДАЧНОЕ УТРО 7.00, 19.35 ДНЕВНИКИ КОН- КУРСА МИСС ЕКАТЕ- РИНБУРГ 2013 (16+) 7.30 СОБАКА В ДОМЕ 8.00 ПОЛЕЗНОЕ УТРО 8.40 Х/Ф «ЛОВУШКА ДЛЯ ОДИНОКОГО МУЖЧИ- НЫ» (16+) 10.30 ЗВЕЗДНАЯ ЖИЗНЬ (16+) 11.30 ОТБЫ БЕЗ ЖЕРТВ (16+) 12.30 ГАРДЕРОБ НАВЫЛЕТ 13.30 ЖЕНСКИЙ РОД (16+) 14.30 Х/Ф «ЛЕРА» (16+) 16.30 «ЗАГС» (16+) 17.00 ИГРЫ СУДЬБЫ (16+) 18.00, 20.05 Т/С «НЕ РОДИСЬ КРАСИВОЙ» 19.00 ГЛАВНЫЕ НОВОСТИ 21.00 ЗВЕЗДНЫЕ ИСТОРИИ 21.30 «ЗАГС» (16+) 22.00 ГАРДЕРОБ НАВЫЛЕТ 23.00 «НОВОСТИ-41» 23.30 Х/Ф «ДОЧКА» (16+) 01.25 Т/С «ДОРОГИ ИНДИИ»: [1162, 1257, 1313, 1616]
channel-program-list: 5.00 «НОВОСТИ ТАУ» 6.00 «СОБЫТИЯ. ИТОГИ» (16+) 6.35, 10.05, 22.35, 01.30, 02.30, 04.40 ПАТРУЛЬ- НЫЙ УЧАСТОК 7.00 «УТРОТВ» 9.00, 10.00, 11.00, 12.00, 13.00, 14.00, 15.00, 16.00, 17.00 «СОБЫ- ТИЯ. КАЖДЫЙ ЧАС» 9.10 «АВТОЭЛИТА» 9.40 «ПОКУПАЯ, ПРОВЕРЯЙ!» 10.25 «НАЦИОНАЛЬНОЕ ИЗ- МЕРЕНИЕ» (16+) 10.50 «УГМК. НОВОСТИ» 11.10 Т/С «КАТИНА ЛЮБОВЬ» 12.10 «РАЙСКИЕ САДЫ» 12.30 «КАБИНЕТ МИНИСТРОВ» 13.10 «ПО СЛЕДУ ЗВЕРЯ» 14.10 «ЗВЕЗДНАЯ ЖИЗНЬ» 15.10 Т/С «КАТИНА ЛЮБОВЬ» 16.10, 17.10 «ВСЕ БУДЕТ ХО- РОШО» 18.00 «ПРЯМАЯ ЛИНИЯ» 18.30, 00.20 «СОБЫТИЯ УРФО» 19.00, 21.00, 22.55, 01.50, 04.00 «СОБЫТИЯ. ИТОГИ» 19.15 Д/Ф «ЗВЕЗДНЫЕ ТРАГЕ- ДИИ» (16+) 20.05, 23.35 Т/С «МЫСЛИТЬ КАК ПРЕСТУПНИК» (16+) 21.30, 02.50 НОВОСТИ ТАУ 00.50 «ГОРОД НА КАРТЕ» 01.00 «ГУРМЭ» (16+) 01.20 СТУДЕНЧЕСКИЙ ГОРОДОК: [1334, 222, 1497, 655]
channel-column: [474, 180, 642, 582]
channel-column: [1334, 674, 1503, 1001]
channel-column: [990, 180, 1158, 582]
brand-light: АРАМИЛЬСКИЕ: [1107, 109, 1331, 140]
channel-column: [1334, 180, 1503, 656]
channel-column: [474, 1214, 642, 1604]
channel-logo: ОТВ: [1334, 180, 1503, 217]
channel-program-list: 5.00 «ПОД ЗАЩИТОЙ» 6.00 «Я - ПУТЕШЕСТВЕННИК» 6.30 «ЗВАНЫЙ УЖИН» 7.30 Д/Ф «ГАЛАКТИЧЕСКИЕ ВОРОТА» 8.30, 12.30 «НОВОСТИ 24» 9.00 Д/Ф «БОЙЦЫ ВСЕЛЕННОЙ» 10.00 Д/Ф «КОСМИЧЕСКИЕ СПАСАТЕЛИ» 11.00 Д/Ф «МОРСКИЕ ПРИ- ШЕЛЬЦЫ» 12.00 ЭКСТРЕННЫЙ ВЫЗОВ 13.00 «ЗВАНЫЙ УЖИН» 14.00 «ЗАСУДИ МЕНЯ» 15.00 «СЕМЕЙНЫЕ ДРАМЫ» 16.00 «НЕ ВРИ МНЕ!» 18.00 «ВЕРНОЕ СРЕДСТВО» 19.00 ЭКСТРЕННЫЙ ВЫЗОВ 19.30, 23.30 «НОВОСТИ 24» 20.00 «ТЕРРИТОРИЯ ЗАБ- ЛУЖДЕНИЙ С И.ПРО- КОПЕНКО» 22.00 «ПИЩА БОГОВ» 23.00 ЭКСТРЕННЫЙ ВЫЗОВ 23.50 Т/С «СОЛДАТЫ» 01.50 «СВЕРХЪЕСТЕСТВЕННОЕ» 02.45 Т/С «ТУРИСТЫ»: [474, 716, 641, 1050]
channel-logo: РОССИЯ 2: [818, 180, 986, 217]
channel-column: [1334, 1701, 1503, 2004]
channel-program-list: 6.00 М/С «СМЕШАРИКИ» 6.20, 9.00 НОВОСТИ 6.50, 9.45 СЛУЖБА СПАСЕ- НИЯ «СОВА» (16+) 7.00 «УТРЕННИЙ ЭКСПРЕСС» 9.30 «СТЕНД» (16+) 10.00 «MALINA.AM» (16+) 11.00 «ОСТОРОЖНО, МОДЕРН! 12.00 Т/С «ВАША ЧЕСТЬ» 13.00 Х/Ф «НЕ ХОЖЕТ БЫТЬ!» 15.00 ПРОВЕРКА СЛУХА 16.05 МУЛЬТФИЛЬМЫ 17.30 «МЕЛЬНИЦА» (16+) 18.00 Т/С «ДЕЛО БЫЛО В ГАВ- РИЛОВКЕ» (16+) 19.00, 20.30 НОВОСТИ 19.25, 23.30, 00.00 СТЕНД 19.40, 23.50 «СЛУЖБА СПАСЕ- НИЯ «СОВА» (16+) 19.45 ДОКАЗАТЕЛЬСТВА ВИНЫ (16+) 21.00 Х/Ф «С ДНЕМ РОЖДЕ- НИЯ, КОРОЛЕВА!» (16+) 23.00, 01.30 НОВОСТИ 00.00 «СТРОИМ ВМЕСТЕ» (16+) 00.30 «MALINA.AM» (16+) 02.15 «A-ONE» (16+): [302, 716, 459, 1050]
channel-program-list: 6.00 Д/С «КОЛЕСА СТРАНЫ СОВЕТОВ» 7.05 Т/С «МУР ЕСТЬ МУР! - 3» (16+) 9.00, 13.00, 16.00 НОВОСТИ 9.15 Т/С «СЛЕДОПЫТ» (16+) 13.15 Д/С «КОЛЕСА СТРАНЫ СОВЕТОВ» 14.00, 16.15 Т/С «СЛЕДОПЫТ» 18.00 НОВОСТИ 18.30 Д/С «ТОВАРИЩ КОМЕН- ДАНТ» 19.30 «БИТВА ИМПЕРИЙ» 19.45 Д/С «ВМФ СССР. ХРО- НИКА ПОБЕДЫ» (16+) 20.20 Х/Ф «ВАЛЕРИЙ ЧКА- ЛОВ» 22.00 НОВОСТИ 22.30 Д/С «ЛЕГЕНДЫ СОВЕТ- СКОГО СЫСКА» (16+) 23.20 Т/С «МУР ЕСТЬ МУР! - 3» (16+) 01.10 Х/Ф «ВДОВЫ» 02.50 Х/Ф «ЭСПЕРАНСА»: [1162, 716, 1317, 1013]
channel-program-list: 6.00 М/С «СМЕШАРИКИ» 6.15, 9.00 НОВОСТИ 6.50, 9.45 СЛУЖБА СПАСЕ- НИЯ «СОВА» (16+) 7.00 «УТРЕННИЙ ЭКСПРЕСС» 9.30 «СТЕНД» (16+) 10.00 «MALINA.AM» (16+) 11.00 «ОСТОРОЖНО, МОДЕРН! 12.00 Т/С «ВАША ЧЕСТЬ» 13.00 Х/Ф «С ДНЕМ РОЖДЕ- НИЯ, КОРОЛЕВА!» (16+) 15.00 ПРОВЕРКА СЛУХА 16.05 МУЛЬТФИЛЬМЫ 17.30 «СТРОИМ ВМЕСТЕ» 18.00 Т/С «ДЕЛО БЫЛО В ГАВ- РИЛОВКЕ» (16+) 19.00, 20.30 НОВОСТИ 19.25, 23.30, 01.50 СТЕНД 19.40, 23.50 «СЛУЖБА СПАСЕ- НИЯ «СОВА» (16+) 19.45 ДОКАЗАТЕЛЬСТВА ВИНЫ (16+) 21.00 Х/Ф «ВРАГ №1» (16+) 23.00, 01.20 НОВОСТИ 00.00 «КОМУ ОТЛИЧНЫЙ РЕ- МОНТ?» (16+) 00.20 «MALINA.AM» (16+) 02.05 «A-ONE» (16+): [302, 1744, 457, 2090]
channel-logo: ТНТ УРАЛ: [130, 1701, 298, 1738]
channel-column: [302, 1701, 470, 2091]
channel-logo: ТНТ УРАЛ: [130, 674, 298, 711]
day-heading-label: вторник 2 июля: [737, 105, 1025, 146]
channel-program-list: 5.00 «ДОБРОЕ УТРО» 9.00, 12.00, 15.00 НОВОСТИ 9.05 КОНТРОЛЬНАЯ ЗАКУПКА 9.45 «ЖИТЬ ЗДОРОВО!» 10.55 «МОДНЫЙ ПРИГОВОР» 12.20 «ВРЕМЯ ОБЕДАТЬ!» 13.00 «ДОБРОГО ЗДОРОВЬИЦА!» 13.45 «ИСТИНА ГДЕ-ТО РЯДОМ» 14.00 ДРУГИЕ НОВОСТИ 14.25 «ПОНЯТЬ. ПРОСТИТЬ» 15.15 «Я ПОДАЮ НА РАЗВОД» (16+) 16.10 Т/С «ЖЕНСКИЙ ДОК- ТОР» (16+) 17.00 Т/С «ПРОСПЕКТ БРАЗИ- ЛИИ» (16+) 18.00 ВЕЧЕРНИЕ НОВОСТИ 18.50 «ДАВАЙ ПОЖЕНИМСЯ!» (16+) 19.50 «ПУСТЬ ГОВОРЯТ» (16+) 21.00 «ВРЕМЯ» 21.30 Т/С «ЛИСТ ОЖИДАНИЯ» (16+) 23.30 «ВЕЧЕРНИЙ УРГАНТ» (16+) 00.00 НОЧНЫЕ НОВОСТИ 00.25 «ВИКИНГИ» (18+) 01.15 Х/Ф «12 РАУНДОВ» (16+) 03.20 КОМЕДИЯ «УБРАТЬ ПЕ- РИСКОЛ»: [130, 222, 297, 581]
channel-column: [474, 1701, 642, 2042]
channel-program-list: 6.05 МУЛЬТФИЛЬМЫ 7.50 Т/С «СЧАСТЛИВЫ ВМЕС- ТЕ» (16+) 9.00 ДОМ-2. LITE (16+) 10.30 БИТВА ЭКСТРАСЕНСОВ (16+) 11.30 Х/Ф «КОШКИ ПРОТИВ СОБАК» 13.05 КОМЕДИ КЛАБ (16+) 13.30 Т/С «УНИВЕР» (16+) 14.30, 18.00, 20.00 Т/С «РЕАЛЬ- НЫЕ ПАЦАНЫ» (16+) 15.00 Т/С «САШАТАНЯ» (16+) 15.30 Т/С «УНИВЕР. НОВАЯ ОБЩАГА» (16+) 19.00 Т/С «ИНТЕРНЫ» (16+) 20.30 Т/С «САШАТАНЯ» (16+) 21.00 Х/Ф «КОШКИ ПРОТИВ СОБАК. МЕСТЬ КИТТИ ГАЛОР» 22.30 КОМЕДИ КЛАБ. ЛУЧШЕЕ (16+) 23.00 ДОМ-2 (16+) 00.30 Х/Ф «СИЯНИЕ» (18+) 03.20 Т/С «БЕЗ СЛЕДА» (16+) 04.10 Т/С «ДРУЗЬЯ» (16+) 04.40 НЕОБЪЯСНИМО, НО ФАКТ: [130, 1744, 292, 2078]
channel-logo: РОССИЯ 1: [302, 1214, 470, 1251]
channel-column: [1334, 1214, 1503, 1679]
channel-column: [1162, 180, 1331, 569]
wednesday-heading: среда 3 июля: [133, 1160, 1506, 1203]
channel-logo: Первый: [130, 1214, 298, 1251]
channel-column: [646, 674, 814, 1051]
channel-logo: РОССИЯ 2: [818, 1214, 986, 1251]
day-heading: [588, 102, 1107, 150]
channel-column: [302, 674, 470, 1051]
channel-program-list: 6.30 КАНАЛ «ЕВРОНЬЮС» 10.00 НАБЛЮДАТЕЛЬ 11.15 Д/Ф «РОЖДЕННЫЕ В СССР. 28 ЛЕТ» 13.00 Д/С «ЗАПЕЧАТЛЕННОЕ ВРЕМЯ: «ВИТРИНА СОЦИАЛИЗМА» 13.25 Д/С «СРЕДНЕВЕКОВОЕ МЫШЛЕНИЕ» 14.25 Х/Ф «ОТЦЫ И ДЕТИ», 2 С. 15.10 КРАСУЙСЯ, ГРАД ПЕТРОВ! 15.40 НОВОСТИ КУЛЬТУРЫ 15.50 Х/Ф «ЖИЛИ, ШЕВАЛЬЕ ДЕ МОЛЕН» 17.30 ГЕРГИЕВ. «ФАНТАСТИ- ЧЕСКАЯ СИМФОНИЯ» 18.20 Д/Ф «ЕЛЕНА БЛАВАТСКАЯ» 18.40 ПОЛИГЛОТ 19.30 НОВОСТИ КУЛЬТУРЫ 19.45 Д/Ф «МОЙ ДРУГ АНД- РЕЙ БОЛТНЕВ» 20.30 КТО МЫ? 21.00 ДОКУМ. ФИЛЬМЫ 23.40 НОВОСТИ КУЛЬТУРЫ 00.00 Д/Ф «РОЖДЕННЫЕ В СССР. 28 ЛЕТ» 01.45 Ф.ШОПЕН. БАЛЛАДА №1. ИСПОЛНЯЕТ Ф.КЕМПФ 01.55 ACADEMIA 02.40 ДОКУМ. ФИЛЬМ: [646, 1257, 812, 1628]
channel-column: [302, 1214, 470, 1629]
channel-program-list: 6.05 МУЛЬТФИЛЬМЫ 7.55 Т/С «СЧАСТЛИВЫ ВМЕС- ТЕ» (16+) 9.00 ДОМ-2. LITE (16+) 10.30 БИТВА ЭКСТРАСЕНСОВ (16+) 11.30 Х/Ф «МЕСТЬ ПУШИСТЫХ» 13.30 Т/С «УНИВЕР» (16+) 14.30 Т/С «РЕАЛЬНЫЕ ПАЦА- НЫ» (16+) 15.00 Т/С «САШАТАНЯ» (16+) 15.30 Т/С «РЕАЛЬНЫЕ ПАЦА- НЫ» (16+) 19.00 Т/С «ИНТЕРНЫ» (16+) 20.00 Т/С «РЕАЛЬНЫЕ ПАЦА- НЫ» (16+) 20.30 Т/С «САШАТАНЯ» (16+) 21.00 Х/Ф «КОШКИ ПРОТИВ СОБАК» 22.40 КОМЕДИ КЛАБ. ЛУЧШЕЕ (16+) 23.00 ДОМ-2 (16+) 00.30 Х/Ф «АФЕРИСТЫ» (16+) 02.15 Т/С «БЕЗ СЛЕДА» (16+) 03.05 Т/С «ДРУЗЬЯ» (16+) 04.00 НЕОБЪЯСНИМО, НО ФАКТ 05.00 ШКОЛА РЕМОНТА: [130, 716, 292, 1050]
channel-program-list: 6.00 М/Ф «ВЕЛИКИЙ ЧЕЛО- ВЕК-ПАУК» 7.00 М/Ф «МАЛЕНЬКИЙ ПРИНЦ» 7.30 М/Ф «ЧАРОДЕЙКИ» 8.00 «КОРОЛЕВА ШОППИНГА» (16+) 8.30 «6 КАДРОВ» (16+) 9.00 Т/С «ВОРОНИНЫ» (16+) 12.30 ДАЕШЬ МОЛОДЕЖЬ! 14.00 «6 КАДРОВ» (16+) 14.15 ШОУ «УРАЛЬСКИХ ПЕЛЬМЕНЕЙ» (16+) 17.00 ДАЕШЬ МОЛОДЕЖЬ! 17.30 Т/С «ВОРОНИНЫ» (16+) 21.00 Т/С «КУХНЯ» (16+) 21.30 Х/Ф «РОБОКОП 2» (16+) 23.40 «6 КАДРОВ» (16+) 00.00 «НОВОСТИ - 41» 00.30 «ЛЮДИ-ХЭ» (16+) 01.00 Т/С «ТЕОРИЯ БОЛЬШО- ГО ВЗРЫВА» (16+) 01.50 Т/С «ПОДПОЛЬНАЯ ИМ- ПЕРИЯ» (18+) 02.50 Х/Ф «АМЕРИКАНСКИЙ ЖИГОЛО» (16+) 05.05 «ШОУ ДОКТОРА ОЗА» (16+) 05.35 МУЗЫКА НА СТС: [646, 1744, 812, 2078]
issue-number: №25: [1431, 107, 1493, 142]
channel-logo: ТВ3: [1334, 1701, 1503, 1738]
channel-logo: НТВ: [474, 180, 642, 217]
channel-program-list: 5.00 «ПОД ЗАЩИТОЙ» 6.00 «Я - ПУТЕШЕСТВЕННИК» 6.30 «ЗВАНЫЙ УЖИН» 7.30 Д/Ф «МОРСКИЕ ДЬЯВОЛЫ» 8.30 «НОВОСТИ 24» 9.00 «ЖИВАЯ ТЕМА» 10.00 «ПИЩА БОГОВ» 11.00 «СМОТРЕТЬ ВСЕМ!» 12.00 ЭКСТРЕННЫЙ ВЫЗОВ 12.30 «НОВОСТИ 24» 13.00 «ЗВАНЫЙ УЖИН» 14.00 «ЗАСУДИ МЕНЯ» 15.00 «СЕМЕЙНЫЕ ДРАМЫ» 16.00 «НЕ ВРИ МНЕ!» 18.00 «ВЕРНОЕ СРЕДСТВО» 19.00 ЭКСТРЕННЫЙ ВЫЗОВ 19.30 «НОВОСТИ 24» 20.00 «НАМ И НЕ СНИЛОСЬ» 23.00 ЭКСТРЕННЫЙ ВЫЗОВ 23.30 «НОВОСТИ 24» 23.50 Т/С «СОЛДАТЫ» 01.50 Т/С «СВЕРХЪЕСТЕ- СТВЕННОЕ» 02.45 Т/С «ТУРИСТЫ»: [474, 1744, 634, 2041]
disclaimer: За информацию, предоставленную телеканалами, редакция ответственности не несет. В телепрограмме возможны изменения.: [405, 2254, 1233, 2270]
channel-column: [646, 180, 814, 557]
channel-logo: РЕН УРАЛ: [474, 674, 642, 711]
